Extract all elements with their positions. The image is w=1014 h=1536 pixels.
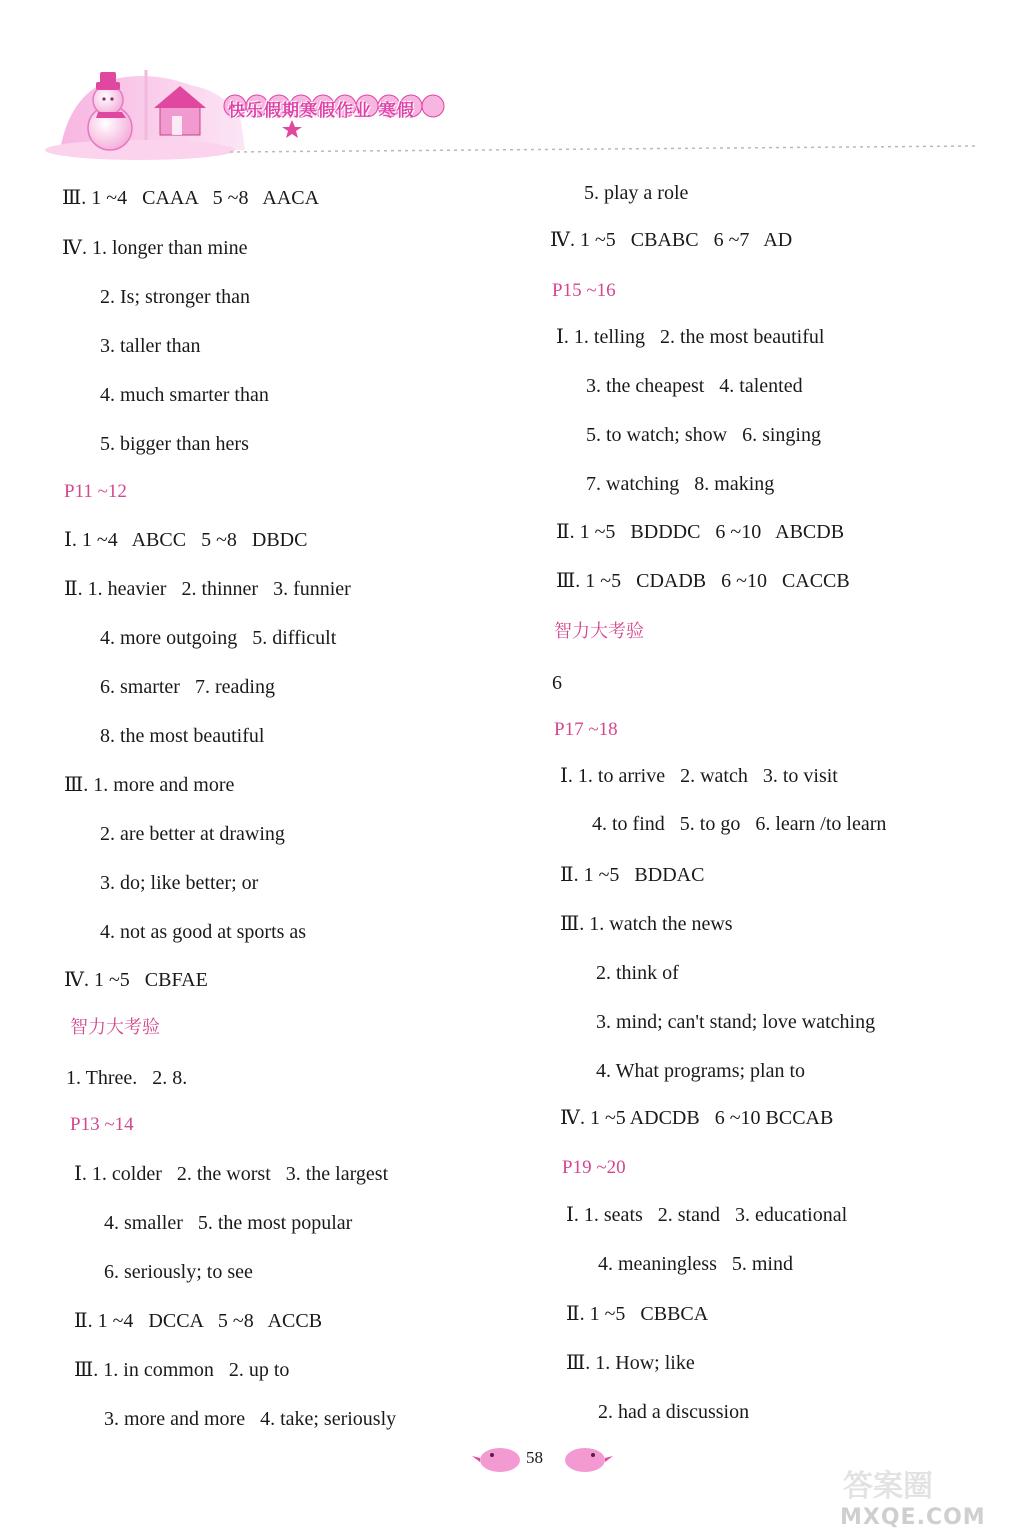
left-answer-line: 4. much smarter than: [100, 384, 269, 406]
right-answer-line: Ⅱ. 1 ~5 BDDDC 6 ~10 ABCDB: [556, 521, 845, 543]
left-answer-line: Ⅳ. 1. longer than mine: [62, 237, 248, 259]
left-answer-line: 1. Three. 2. 8.: [66, 1067, 188, 1089]
right-answer-line: Ⅲ. 1 ~5 CDADB 6 ~10 CACCB: [556, 570, 850, 592]
right-answer-line: 3. the cheapest 4. talented: [586, 375, 803, 397]
right-section-heading: P19 ~20: [562, 1157, 626, 1178]
left-answer-line: 6. seriously; to see: [104, 1261, 253, 1283]
right-section-heading: P15 ~16: [552, 280, 616, 301]
right-answer-line: 5. play a role: [584, 182, 689, 204]
left-answer-line: Ⅲ. 1. in common 2. up to: [74, 1359, 290, 1381]
right-answer-line: Ⅰ. 1. to arrive 2. watch 3. to visit: [560, 765, 838, 787]
right-answer-line: 3. mind; can't stand; love watching: [596, 1011, 876, 1033]
left-answer-line: Ⅰ. 1. colder 2. the worst 3. the largest: [74, 1163, 389, 1185]
left-answer-line: Ⅰ. 1 ~4 ABCC 5 ~8 DBDC: [64, 529, 308, 551]
right-answer-line: Ⅱ. 1 ~5 CBBCA: [566, 1303, 709, 1325]
left-answer-line: 2. are better at drawing: [100, 823, 285, 845]
right-answer-line: 7. watching 8. making: [586, 473, 775, 495]
right-answer-line: Ⅰ. 1. telling 2. the most beautiful: [556, 326, 825, 348]
right-section-heading: P17 ~18: [554, 719, 618, 740]
svg-text:答案圈: 答案圈: [843, 1469, 933, 1504]
right-answer-line: Ⅱ. 1 ~5 BDDAC: [560, 864, 705, 886]
left-bird-icon: [472, 1448, 520, 1472]
right-section-heading: 智力大考验: [554, 621, 644, 642]
right-answer-line: Ⅲ. 1. How; like: [566, 1352, 695, 1374]
right-answer-line: Ⅲ. 1. watch the news: [560, 913, 733, 935]
left-answer-line: Ⅱ. 1 ~4 DCCA 5 ~8 ACCB: [74, 1310, 323, 1332]
left-answer-line: 4. more outgoing 5. difficult: [100, 627, 337, 649]
right-answer-line: Ⅰ. 1. seats 2. stand 3. educational: [566, 1204, 848, 1226]
left-answer-line: 4. not as good at sports as: [100, 921, 307, 943]
left-answer-line: 2. Is; stronger than: [100, 286, 250, 308]
right-answer-line: 4. to find 5. to go 6. learn /to learn: [592, 813, 887, 835]
right-bird-icon: [565, 1448, 613, 1472]
right-answer-line: 2. think of: [596, 962, 679, 984]
left-answer-line: 3. do; like better; or: [100, 872, 259, 894]
right-answer-line: 6: [552, 672, 562, 694]
left-answer-line: Ⅱ. 1. heavier 2. thinner 3. funnier: [64, 578, 351, 600]
left-section-heading: 智力大考验: [70, 1017, 160, 1038]
right-answer-line: 2. had a discussion: [598, 1401, 750, 1423]
header-illustration: [0, 0, 1014, 170]
left-answer-line: 8. the most beautiful: [100, 725, 265, 747]
left-answer-line: 5. bigger than hers: [100, 433, 249, 455]
right-answer-line: Ⅳ. 1 ~5 CBABC 6 ~7 AD: [550, 229, 793, 251]
left-answer-line: Ⅲ. 1. more and more: [64, 774, 235, 796]
brand-title: 快乐假期寒假作业 寒假: [228, 101, 415, 121]
page-number: 58: [526, 1448, 543, 1467]
left-answer-line: 4. smaller 5. the most popular: [104, 1212, 353, 1234]
right-answer-line: Ⅳ. 1 ~5 ADCDB 6 ~10 BCCAB: [560, 1107, 834, 1129]
left-answer-line: Ⅲ. 1 ~4 CAAA 5 ~8 AACA: [62, 187, 320, 209]
left-answer-line: 6. smarter 7. reading: [100, 676, 275, 698]
watermark-text: MXQE.COM: [840, 1505, 986, 1530]
header-banner: [0, 0, 1014, 170]
right-answer-line: 4. What programs; plan to: [596, 1060, 806, 1082]
right-answer-line: 5. to watch; show 6. singing: [586, 424, 821, 446]
left-answer-line: Ⅳ. 1 ~5 CBFAE: [64, 969, 208, 991]
left-section-heading: P13 ~14: [70, 1114, 134, 1135]
left-section-heading: P11 ~12: [64, 481, 127, 502]
right-answer-line: 4. meaningless 5. mind: [598, 1253, 793, 1275]
left-answer-line: 3. more and more 4. take; seriously: [104, 1408, 397, 1430]
left-answer-line: 3. taller than: [100, 335, 201, 357]
